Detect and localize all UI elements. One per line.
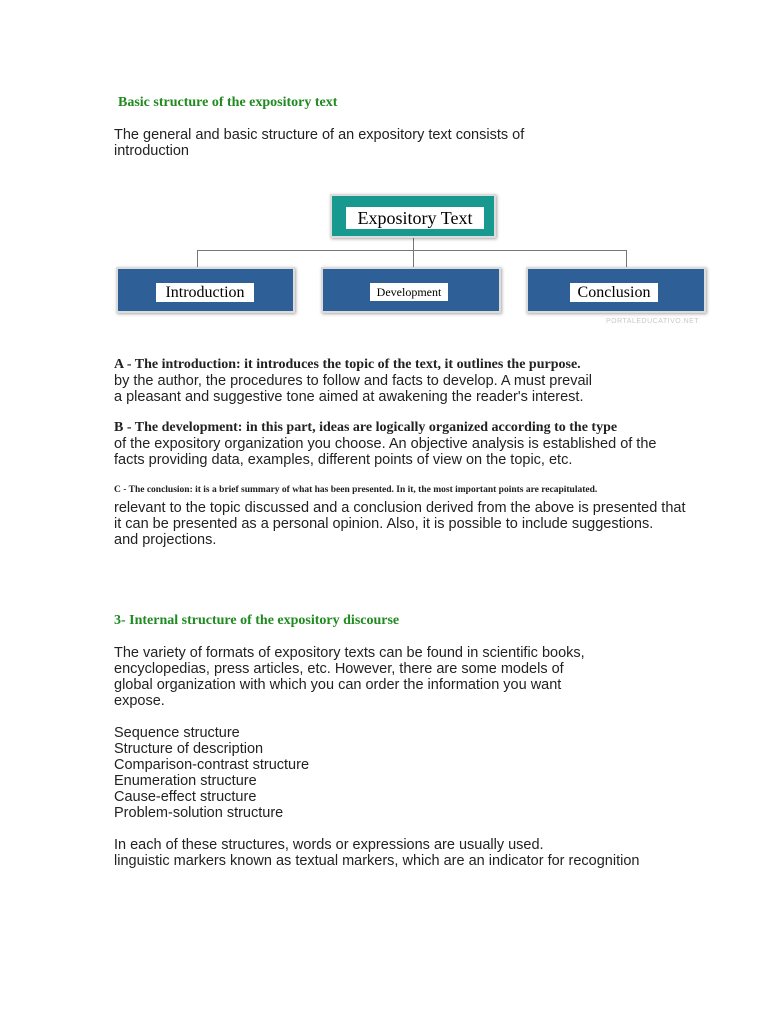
text-line: global organization with which you can order the information you want [114, 677, 562, 693]
part-b-development [114, 420, 656, 468]
text-line: expose. [114, 693, 165, 709]
text-line: The variety of formats of expository texts can be found in scientific books, [114, 645, 585, 661]
list-item: Comparison-contrast structure [114, 757, 310, 773]
text-line: The general and basic structure of an expository text consists of [114, 127, 525, 143]
connector-line [413, 250, 414, 267]
diagram-node-label: Conclusion [570, 283, 658, 302]
text-line: and projections. [114, 532, 217, 548]
part-c-conclusion [114, 500, 685, 548]
diagram-watermark: PORTALEDUCATIVO.NET [606, 318, 700, 325]
text-line: In each of these structures, words or expressions are usually used. [114, 837, 544, 853]
connector-line [197, 250, 198, 267]
list-item: Enumeration structure [114, 773, 257, 789]
diagram-node-development [321, 267, 501, 313]
part-c-lead: C - The conclusion: it is a brief summary of what has been presented. In it, the most important points are recapitulated. [114, 485, 598, 495]
section-heading-internal-structure: 3- Internal structure of the expository discourse [114, 613, 400, 628]
connector-line [413, 238, 414, 250]
connector-line [197, 250, 627, 251]
text-line: linguistic markers known as textual markers, which are an indicator for recognition [114, 853, 640, 869]
diagram-root-node [330, 194, 496, 238]
text-line: by the author, the procedures to follow and facts to develop. A must prevail [114, 373, 592, 389]
text-line: introduction [114, 143, 189, 159]
closing-paragraph [114, 837, 639, 869]
diagram-node-introduction [116, 267, 295, 313]
connector-line [626, 250, 627, 267]
part-b-lead: B - The development: in this part, ideas are logically organized according to the type [114, 420, 618, 435]
list-item: Problem-solution structure [114, 805, 284, 821]
text-line: facts providing data, examples, different points of view on the topic, etc. [114, 452, 573, 468]
expository-text-diagram [0, 0, 768, 340]
text-line: relevant to the topic discussed and a conclusion derived from the above is presented that [114, 500, 686, 516]
part-a-introduction [114, 357, 592, 405]
section-heading-basic-structure: Basic structure of the expository text [118, 95, 338, 110]
list-item: Cause-effect structure [114, 789, 257, 805]
section3-paragraph [114, 645, 585, 709]
text-line: a pleasant and suggestive tone aimed at awakening the reader's interest. [114, 389, 584, 405]
structures-list [114, 725, 309, 821]
text-line: encyclopedias, press articles, etc. However, there are some models of [114, 661, 564, 677]
diagram-node-label: Development [370, 283, 448, 301]
diagram-node-label: Introduction [156, 283, 254, 302]
list-item: Structure of description [114, 741, 264, 757]
diagram-node-conclusion [526, 267, 706, 313]
diagram-root-label: Expository Text [346, 207, 484, 229]
list-item: Sequence structure [114, 725, 240, 741]
text-line: of the expository organization you choose. An objective analysis is established of the [114, 436, 657, 452]
text-line: it can be presented as a personal opinion. Also, it is possible to include suggestions. [114, 516, 654, 532]
part-a-lead: A - The introduction: it introduces the topic of the text, it outlines the purpose. [114, 357, 581, 372]
